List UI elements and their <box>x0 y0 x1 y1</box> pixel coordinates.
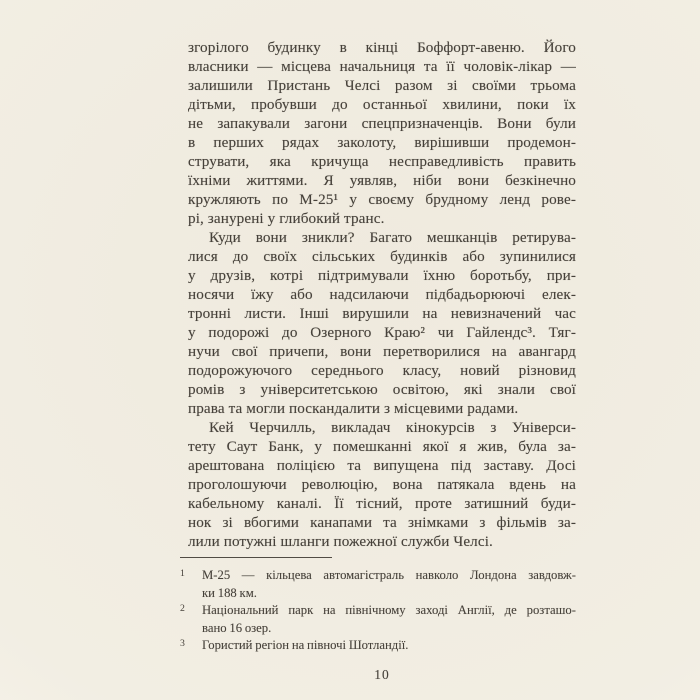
footnote <box>180 637 576 655</box>
footnote-line: Національний парк на північному заході Англії, де розташо- <box>202 603 576 617</box>
footnote-separator <box>180 557 332 558</box>
text-line: ромів з університетською освітою, які знали свої <box>188 381 576 398</box>
footnote-marker <box>180 637 202 655</box>
footnote-marker-number: 3 <box>180 638 185 649</box>
text-line: власники — місцева начальниця та її чоловік-лікар — <box>188 58 576 75</box>
text-line: носячи їжу або надсилаючи підбадьорюючі елек- <box>188 286 576 303</box>
text-line: їхніми життями. Я уявляв, ніби вони безкінечно <box>188 172 576 189</box>
footnote <box>180 602 576 637</box>
footnotes <box>180 567 576 655</box>
footnote-line: М-25 — кільцева автомагістраль навколо Лондона завдовж- <box>202 568 576 582</box>
footnote-text <box>202 567 576 602</box>
footnote-marker-number: 2 <box>180 603 185 614</box>
footnote-line: ки 188 км. <box>202 585 257 600</box>
text-line: нок зі вбогими канапами та знімками з фільмів за- <box>188 514 576 531</box>
text-line: струвати, яка кричуща несправедливість править <box>188 153 576 170</box>
text-line: у друзів, котрі підтримували їхню боротьбу, при- <box>188 267 576 284</box>
text-line: тету Саут Банк, у помешканні якої я жив, була за- <box>188 438 576 455</box>
footnote-marker <box>180 602 202 620</box>
text-line: Кей Черчилль, викладач кінокурсів з Універси- <box>209 419 576 436</box>
footnote-marker <box>180 567 202 585</box>
text-line: не запакували загони спецпризначенців. Вони були <box>188 115 576 132</box>
text-line: в перших рядах заколоту, вирішивши продемон- <box>188 134 576 151</box>
text-line: рі, занурені у глибокий транс. <box>188 210 385 227</box>
text-line: проголошуючи революцію, вона патякала вдень на <box>188 476 576 493</box>
text-line: тронні листи. Інші вирушили на невизначений час <box>188 305 576 322</box>
text-line: кабельному каналі. Її тісний, проте затишний буди- <box>188 495 576 512</box>
footnote <box>180 567 576 602</box>
text-line: лили потужні шланги пожежної служби Челсі. <box>188 533 493 550</box>
text-line: дітьми, пробувши до останньої хвилини, поки їх <box>188 96 576 113</box>
text-line: Куди вони зникли? Багато мешканців ретирува- <box>209 229 576 246</box>
footnote-marker-number: 1 <box>180 568 185 579</box>
footnote-text <box>202 602 576 637</box>
text-line: лися до своїх сільських будинків або зупинилися <box>188 248 576 265</box>
paragraph <box>188 38 576 228</box>
footnote-line: Гористий регіон на півночі Шотландії. <box>202 638 409 652</box>
paragraph <box>188 228 576 418</box>
text-line: кружляють по М-25¹ у своєму брудному ленд рове- <box>188 191 576 208</box>
footnote-line: вано 16 озер. <box>202 620 272 635</box>
text-line: права та могли поскандалити з місцевими радами. <box>188 400 519 417</box>
text-block <box>180 38 576 655</box>
body-text <box>188 38 576 551</box>
text-line: у подорожі до Озерного Краю² чи Гайлендс³. Тяг- <box>188 324 576 341</box>
text-line: залишили Пристань Челсі разом зі своїми трьома <box>188 77 576 94</box>
paragraph <box>188 418 576 551</box>
text-line: подорожуючого середнього класу, новий різновид <box>188 362 576 379</box>
footnote-text <box>202 637 576 655</box>
text-line: нучи свої причепи, вони перетворилися на авангард <box>188 343 576 360</box>
page-number: 10 <box>374 667 390 682</box>
text-line: арештована поліцією та випущена під заставу. Досі <box>188 457 576 474</box>
text-line: згорілого будинку в кінці Боффорт-авеню. Його <box>188 39 576 56</box>
